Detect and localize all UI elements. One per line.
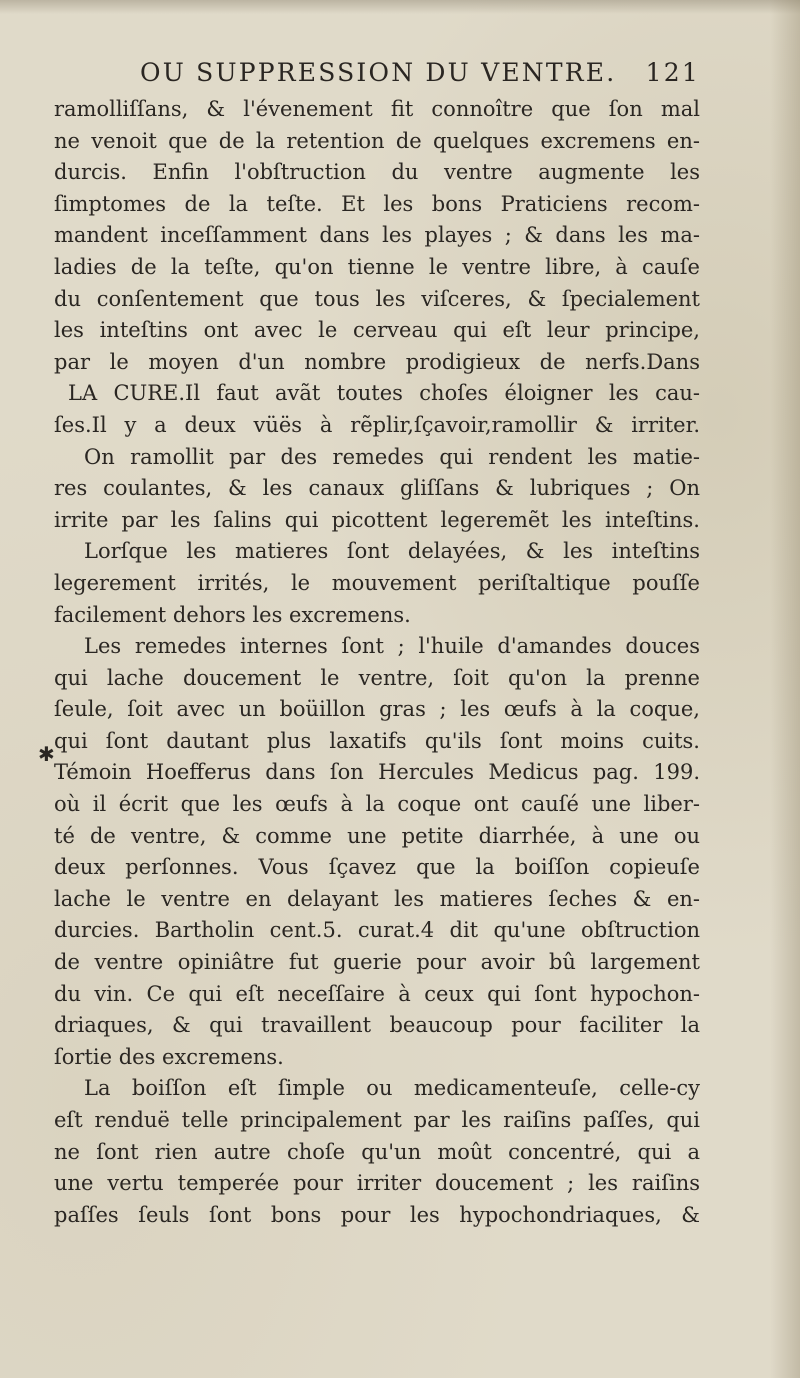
page-number: 121 [645, 58, 700, 87]
running-head: OU SUPPRESSION DU VENTRE. [140, 58, 617, 87]
text-line: driaques, & qui travaillent beaucoup pour faciliter la [54, 1013, 700, 1038]
text-line: Témoin Hoefferus dans ſon Hercules Medicus pag. 199. [54, 760, 700, 785]
text-line: qui lache doucement le ventre, ſoit qu'on la prenne [54, 665, 700, 690]
text-line: LA CURE.Il faut avãt toutes choſes éloigner les cau- [68, 381, 700, 406]
text-line: ladies de la teſte, qu'on tienne le ventre libre, à cauſe [54, 254, 700, 279]
text-line: irrite par les ſalins qui picottent legeremẽt les inteſtins. [54, 507, 700, 532]
text-line: qui ſont dautant plus laxatifs qu'ils ſont moins cuits. [54, 728, 700, 753]
text-line: facilement dehors les excremens. [54, 602, 411, 627]
text-line: ſes.Il y a deux vüës à rẽplir,ſçavoir,ramollir & irriter. [54, 412, 700, 437]
text-line: eſt renduë telle principalement par les raiſins paſſes, qui [54, 1108, 700, 1132]
page-gutter-shadow [770, 0, 800, 1378]
text-line: où il écrit que les œufs à la coque ont cauſé une liber- [54, 792, 700, 817]
page-header [140, 58, 700, 98]
text-line: Lorſque les matieres ſont delayées, & les inteſtins [84, 539, 700, 564]
text-line: ramolliſſans, & l'évenement fit connoître que ſon mal [54, 97, 700, 121]
text-line: mandent inceſſamment dans les playes ; & dans les ma- [54, 223, 700, 248]
text-line: une vertu temperée pour irriter doucement ; les raiſins [54, 1171, 700, 1196]
body-text [54, 94, 700, 1231]
text-line: de ventre opiniâtre fut guerie pour avoir bû largement [54, 950, 700, 975]
text-line: du vin. Ce qui eſt neceſſaire à ceux qui ſont hypochon- [54, 981, 700, 1006]
text-line: ne venoit que de la retention de quelques excremens en- [54, 128, 700, 153]
text-line: ſortie des excremens. [54, 1044, 284, 1069]
text-line: les inteſtins ont avec le cerveau qui eſt leur principe, [54, 318, 700, 343]
text-line: legerement irrités, le mouvement periſtaltique pouſſe [54, 570, 700, 595]
text-line: du conſentement que tous les viſceres, & ſpecialement [54, 286, 700, 311]
text-line: ne ſont rien autre choſe qu'un moût concentré, qui a [54, 1139, 700, 1164]
text-line: paſſes ſeuls ſont bons pour les hypochondriaques, & [54, 1202, 700, 1227]
page-top-edge-shadow [0, 0, 800, 14]
text-line: lache le ventre en delayant les matieres ſeches & en- [54, 886, 700, 911]
text-line: durcis. Enfin l'obſtruction du ventre augmente les [54, 160, 700, 185]
text-line: On ramollit par des remedes qui rendent les matie- [84, 444, 700, 469]
text-line: par le moyen d'un nombre prodigieux de nerfs.Dans [54, 349, 700, 374]
text-line: durcies. Bartholin cent.5. curat.4 dit qu'une obſtruction [54, 918, 700, 943]
margin-mark: ✱ [38, 742, 55, 766]
text-line: La boiſſon eſt ſimple ou medicamenteuſe, celle-cy [84, 1076, 700, 1101]
text-line: té de ventre, & comme une petite diarrhée, à une ou [54, 823, 700, 848]
text-line: Les remedes internes ſont ; l'huile d'amandes douces [84, 634, 700, 659]
text-line: ſimptomes de la teſte. Et les bons Praticiens recom- [54, 191, 700, 216]
text-line: res coulantes, & les canaux gliſſans & lubriques ; On [54, 476, 700, 501]
text-line: deux perſonnes. Vous ſçavez que la boiſſon copieuſe [54, 855, 700, 880]
text-line: ſeule, ſoit avec un boüillon gras ; les œufs à la coque, [54, 697, 700, 722]
